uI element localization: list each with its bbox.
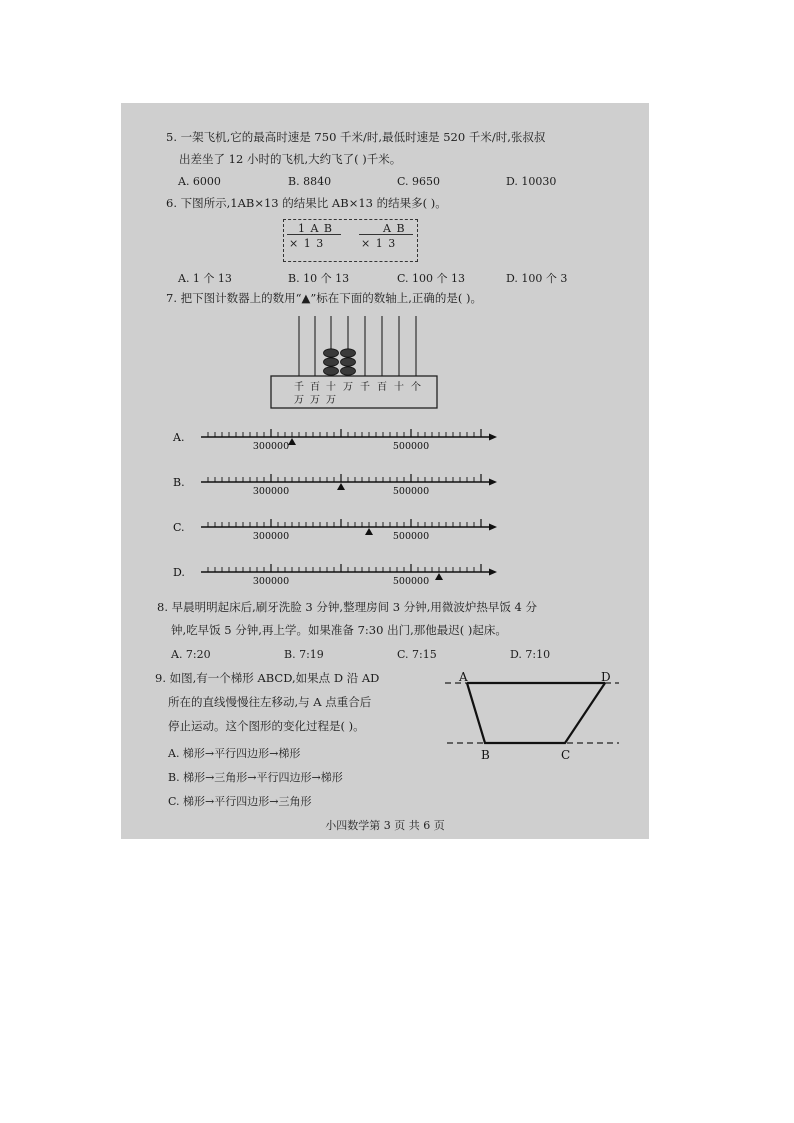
q8-line2: 钟,吃早饭 5 分钟,再上学。如果准备 7:30 出门,那他最迟( )起床。 <box>171 623 507 637</box>
q8-line1: 8. 早晨明明起床后,刷牙洗脸 3 分钟,整理房间 3 分钟,用微波炉热早饭 4 分 <box>157 600 537 614</box>
number-line-option-label: D. <box>173 566 185 579</box>
q5-option-a: A. 6000 <box>178 175 221 188</box>
q7-stem: 7. 把下图计数器上的数用“▲”标在下面的数轴上,正确的是( )。 <box>166 291 483 305</box>
number-line-tick-label: 500000 <box>392 531 430 542</box>
number-line-option-label: A. <box>173 431 185 444</box>
q5-option-d: D. 10030 <box>506 175 557 188</box>
abacus-place-label: 十 <box>394 382 404 393</box>
q6-option-d: D. 100 个 3 <box>506 272 568 285</box>
number-line-tick-label: 300000 <box>252 576 290 587</box>
q6-right-top: A B <box>383 222 406 235</box>
abacus-place-label-2: 万 <box>326 395 336 406</box>
number-line-tick-label: 300000 <box>252 441 290 452</box>
number-line-arrow <box>489 569 497 576</box>
number-line-arrow <box>489 434 497 441</box>
q5-line2: 出差坐了 12 小时的飞机,大约飞了( )千米。 <box>179 152 402 166</box>
number-line-arrow <box>489 524 497 531</box>
abacus-place-label: 千 <box>360 382 370 393</box>
abacus-place-label: 万 <box>343 382 353 393</box>
q9-line1: 9. 如图,有一个梯形 ABCD,如果点 D 沿 AD <box>155 671 380 685</box>
number-lines <box>121 423 649 593</box>
q5-line1: 5. 一架飞机,它的最高时速是 750 千米/时,最低时速是 520 千米/时,张叔叔 <box>166 130 546 144</box>
number-line-tick-label: 300000 <box>252 531 290 542</box>
q6-option-a: A. 1 个 13 <box>178 272 232 285</box>
number-line-marker <box>288 438 296 445</box>
q9-line2: 所在的直线慢慢往左移动,与 A 点重合后 <box>168 695 372 709</box>
q6-left-rule <box>287 234 341 235</box>
number-line-marker <box>365 528 373 535</box>
exam-page <box>121 103 649 839</box>
abacus-bead <box>341 367 356 375</box>
trapezoid-diagram <box>441 669 641 769</box>
q6-right-rule <box>359 234 413 235</box>
q5-option-c: C. 9650 <box>397 175 441 188</box>
abacus-place-label: 百 <box>377 382 387 393</box>
abacus-place-label: 百 <box>310 382 320 393</box>
number-line-tick-label: 300000 <box>252 486 290 497</box>
number-line-option-label: B. <box>173 476 185 489</box>
number-line-arrow <box>489 479 497 486</box>
abacus-place-label: 千 <box>294 382 304 393</box>
q6-left-bottom: × 1 3 <box>289 237 325 250</box>
abacus-bead <box>341 349 356 357</box>
q6-option-c: C. 100 个 13 <box>397 272 466 285</box>
abacus-place-label-2: 万 <box>310 395 320 406</box>
point-a-label: A <box>459 670 468 684</box>
q5-option-b: B. 8840 <box>288 175 332 188</box>
abacus-bead <box>341 358 356 366</box>
abacus-bead <box>324 367 339 375</box>
point-d-label: D <box>601 670 611 684</box>
q9-option-b: B. 梯形→三角形→平行四边形→梯形 <box>168 771 343 784</box>
q9-option-a: A. 梯形→平行四边形→梯形 <box>168 747 301 760</box>
abacus-place-label: 个 <box>411 382 421 393</box>
abacus-bead <box>324 358 339 366</box>
abacus-bead <box>324 349 339 357</box>
q6-left-top: 1 A B <box>298 222 334 235</box>
q9-line3: 停止运动。这个图形的变化过程是( )。 <box>168 719 365 733</box>
abacus-place-label: 十 <box>326 382 336 393</box>
page-footer: 小四数学第 3 页 共 6 页 <box>325 819 445 832</box>
q8-option-c: C. 7:15 <box>397 648 437 661</box>
number-line-tick-label: 500000 <box>392 441 430 452</box>
abacus-counter <box>121 308 649 418</box>
q6-option-b: B. 10 个 13 <box>288 272 350 285</box>
q9-option-c: C. 梯形→平行四边形→三角形 <box>168 795 312 808</box>
q8-option-b: B. 7:19 <box>284 648 324 661</box>
q8-option-d: D. 7:10 <box>510 648 551 661</box>
abacus-place-label-2: 万 <box>294 395 304 406</box>
number-line-option-label: C. <box>173 521 185 534</box>
number-line-tick-label: 500000 <box>392 576 430 587</box>
q8-option-a: A. 7:20 <box>171 648 211 661</box>
point-b-label: B <box>481 748 490 762</box>
number-line-marker <box>337 483 345 490</box>
number-line-tick-label: 500000 <box>392 486 430 497</box>
q6-stem: 6. 下图所示,1AB×13 的结果比 AB×13 的结果多( )。 <box>166 196 447 210</box>
number-line-marker <box>435 573 443 580</box>
point-c-label: C <box>561 748 571 762</box>
q6-right-bottom: × 1 3 <box>361 237 397 250</box>
